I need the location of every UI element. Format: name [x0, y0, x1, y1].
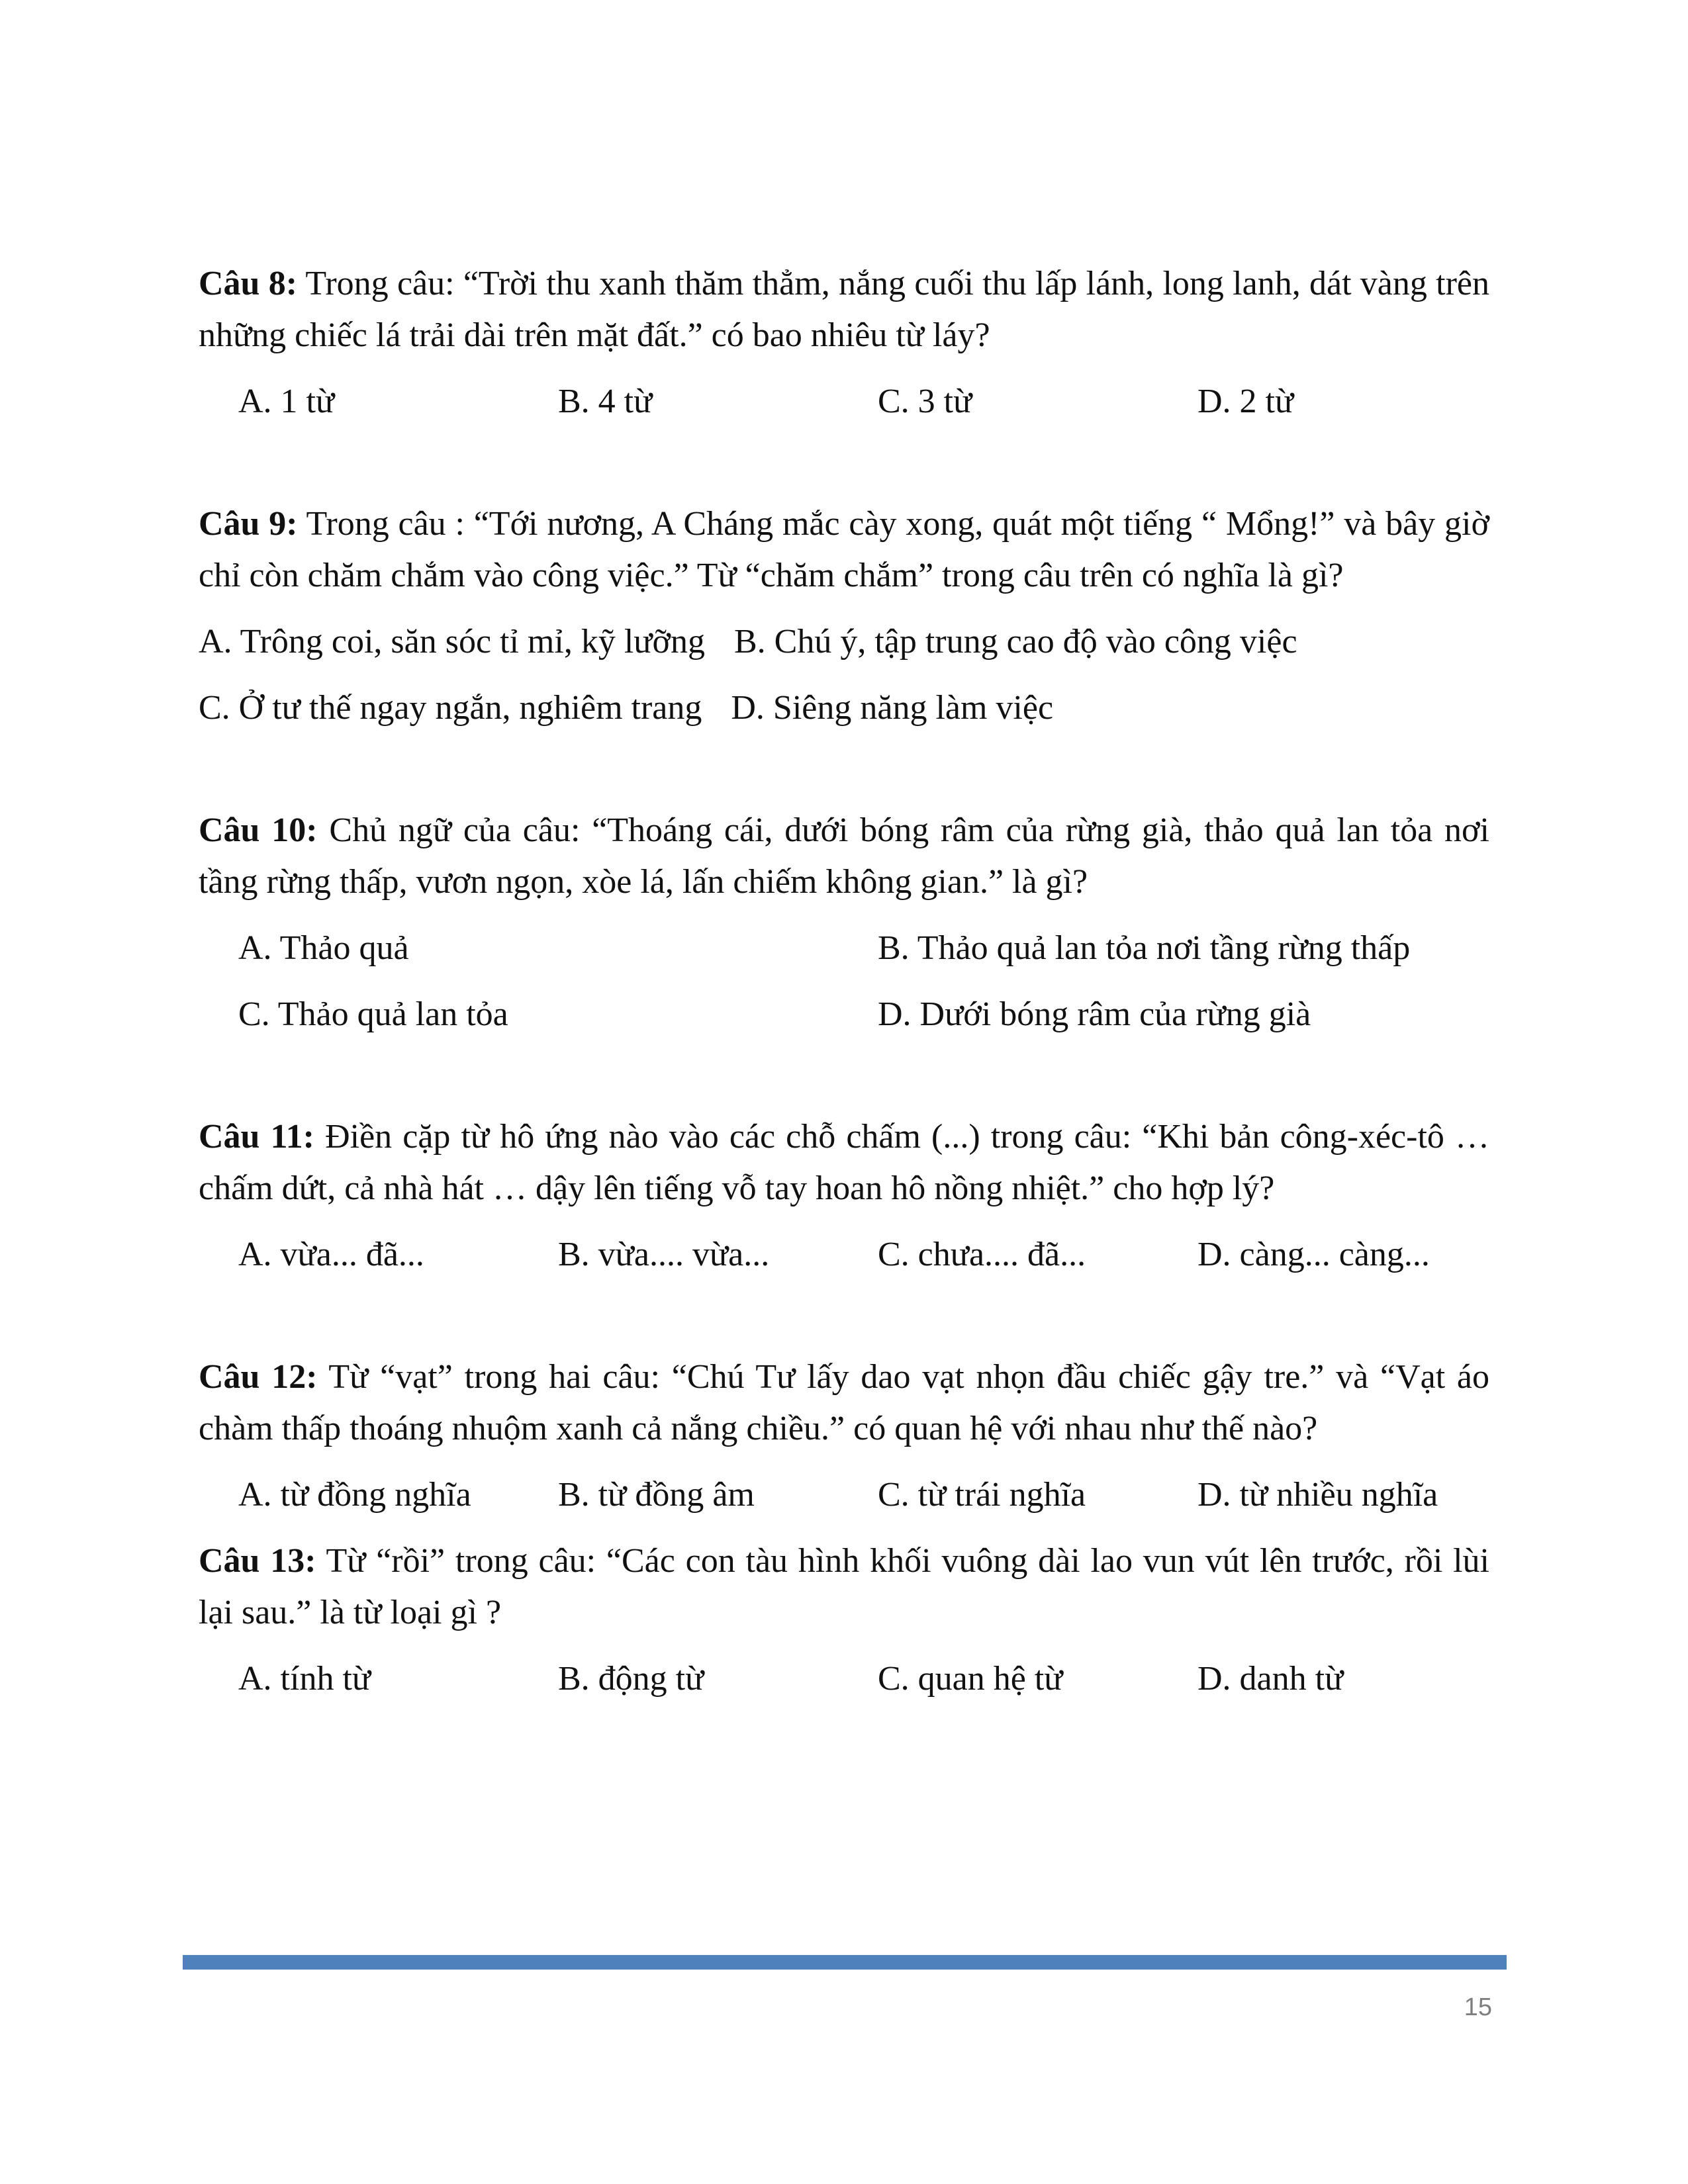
question-11-option-b: B. vừa.... vừa...	[558, 1236, 770, 1273]
question-9-option-c: C. Ở tư thế ngay ngắn, nghiêm trang	[199, 689, 702, 727]
question-11-label: Câu 11:	[199, 1118, 314, 1156]
question-10-option-c: C. Thảo quả lan tỏa	[238, 995, 508, 1033]
footer-rule	[183, 1955, 1507, 1970]
question-9-body: Trong câu : “Tới nương, A Cháng mắc cày xong, quát một tiếng “ Mổng!” và bây giờ chỉ còn chăm chắm vào công việc.” Từ “chăm chắm” trong câu trên có nghĩa là gì?	[199, 505, 1489, 594]
question-8-option-b: B. 4 từ	[558, 383, 653, 420]
question-13-label: Câu 13:	[199, 1542, 316, 1580]
question-12-label: Câu 12:	[199, 1358, 318, 1396]
question-10-label: Câu 10:	[199, 811, 318, 849]
question-list	[199, 258, 1489, 1705]
question-8-options	[199, 376, 1489, 428]
question-9-option-b: B. Chú ý, tập trung cao độ vào công việc	[733, 623, 1297, 660]
question-13-option-b: B. động từ	[558, 1660, 704, 1698]
question-10-options-row-2	[199, 989, 1489, 1040]
question-11-option-d: D. càng... càng...	[1197, 1236, 1430, 1273]
question-9	[199, 498, 1489, 734]
question-8	[199, 258, 1489, 428]
question-9-option-a: A. Trông coi, săn sóc tỉ mỉ, kỹ lưỡng	[199, 623, 705, 660]
question-11-text	[199, 1111, 1489, 1214]
question-13-option-a: A. tính từ	[238, 1660, 371, 1698]
question-8-text	[199, 258, 1489, 361]
question-10-text	[199, 805, 1489, 908]
question-10-options-row-1	[199, 923, 1489, 974]
question-11	[199, 1111, 1489, 1281]
question-8-option-d: D. 2 từ	[1197, 383, 1294, 420]
question-9-options-row-2	[199, 682, 1489, 734]
question-12	[199, 1351, 1489, 1521]
question-8-option-a: A. 1 từ	[238, 383, 335, 420]
question-10-option-a: A. Thảo quả	[238, 929, 409, 967]
question-8-option-c: C. 3 từ	[878, 383, 972, 420]
question-8-body: Trong câu: “Trời thu xanh thăm thẳm, nắng cuối thu lấp lánh, long lanh, dát vàng trên những chiếc lá trải dài trên mặt đất.” có bao nhiêu từ láy?	[199, 265, 1489, 354]
page-number: 15	[1464, 1993, 1492, 2021]
question-10-body: Chủ ngữ của câu: “Thoáng cái, dưới bóng râm của rừng già, thảo quả lan tỏa nơi tầng rừng thấp, vươn ngọn, xòe lá, lấn chiếm không gian.” là gì?	[199, 811, 1490, 901]
question-9-label: Câu 9:	[199, 505, 298, 543]
question-13-option-d: D. danh từ	[1197, 1660, 1344, 1698]
question-9-options-row-1	[199, 616, 1489, 668]
question-12-option-c: C. từ trái nghĩa	[878, 1476, 1086, 1514]
question-12-body: Từ “vạt” trong hai câu: “Chú Tư lấy dao vạt nhọn đầu chiếc gậy tre.” và “Vạt áo chàm thấp thoáng nhuộm xanh cả nắng chiều.” có quan hệ với nhau như thế nào?	[199, 1358, 1489, 1447]
question-10-option-b: B. Thảo quả lan tỏa nơi tầng rừng thấp	[878, 929, 1411, 967]
question-12-option-d: D. từ nhiều nghĩa	[1197, 1476, 1438, 1514]
question-13-options	[199, 1653, 1489, 1705]
question-12-options	[199, 1469, 1489, 1521]
question-13-option-c: C. quan hệ từ	[878, 1660, 1063, 1698]
question-12-option-b: B. từ đồng âm	[558, 1476, 755, 1514]
question-13-body: Từ “rồi” trong câu: “Các con tàu hình khối vuông dài lao vun vút lên trước, rồi lùi lại sau.” là từ loại gì ?	[199, 1542, 1489, 1631]
question-11-options	[199, 1229, 1489, 1281]
question-9-text	[199, 498, 1489, 602]
question-11-option-a: A. vừa... đã...	[238, 1236, 424, 1273]
question-10-option-d: D. Dưới bóng râm của rừng già	[878, 995, 1311, 1033]
question-13	[199, 1535, 1489, 1705]
question-8-label: Câu 8:	[199, 265, 298, 302]
question-12-option-a: A. từ đồng nghĩa	[238, 1476, 471, 1514]
question-13-text	[199, 1535, 1489, 1639]
question-11-option-c: C. chưa.... đã...	[878, 1236, 1086, 1273]
question-9-option-d: D. Siêng năng làm việc	[731, 689, 1054, 727]
question-10	[199, 805, 1489, 1040]
question-11-body: Điền cặp từ hô ứng nào vào các chỗ chấm (...) trong câu: “Khi bản công-xéc-tô … chấm dứt, cả nhà hát … dậy lên tiếng vỗ tay hoan hô nồng nhiệt.” cho hợp lý?	[199, 1118, 1489, 1207]
question-12-text	[199, 1351, 1489, 1455]
